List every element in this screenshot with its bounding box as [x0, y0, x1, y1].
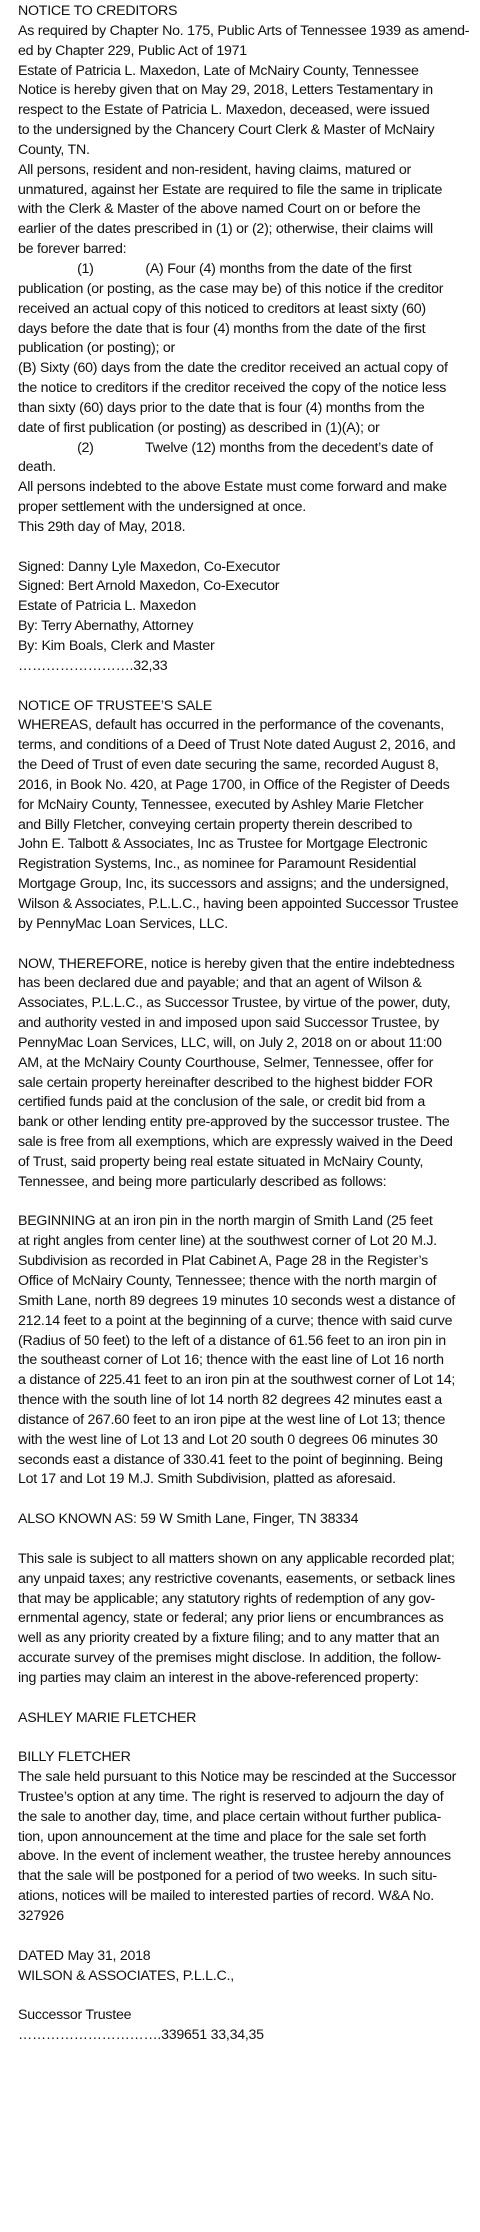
text-line: WILSON & ASSOCIATES, P.L.L.C.,: [18, 1967, 234, 1984]
trustee-sale-party-ashley: ASHLEY MARIE FLETCHER: [18, 1709, 197, 1726]
text-line: WHEREAS, default has occurred in the performance of the covenants,: [18, 717, 444, 734]
trustee-sale-rescind-terms: [18, 1768, 462, 1927]
text-line: the notice to creditors if the creditor received the copy of the notice less: [18, 380, 447, 397]
text-line: By: Kim Boals, Clerk and Master: [18, 638, 215, 654]
text-line: AM, at the McNairy County Courthouse, Selmer, Tennessee, offer for: [18, 1054, 434, 1071]
text-line: By: Terry Abernathy, Attorney: [18, 618, 194, 635]
text-line: accurate survey of the premises might disclose. In addition, the follow-: [18, 1650, 441, 1667]
text-line: ernmental agency, state or federal; any prior liens or encumbrances as: [18, 1610, 444, 1627]
notice-to-creditors-signatures: [18, 558, 462, 677]
text-line: BEGINNING at an iron pin in the north margin of Smith Land (25 feet: [18, 1213, 433, 1230]
notice-to-creditors-body: [18, 2, 470, 538]
text-line: All persons, resident and non-resident, having claims, matured or: [18, 161, 412, 178]
spacer: [18, 1927, 462, 1947]
text-line: has been declared due and payable; and that an agent of Wilson &: [18, 975, 422, 992]
text-line: NOW, THEREFORE, notice is hereby given that the entire indebtedness: [18, 955, 455, 972]
text-line: Signed: Danny Lyle Maxedon, Co-Executor: [18, 558, 280, 575]
text-line: and authority vested in and imposed upon said Successor Trustee, by: [18, 1015, 439, 1032]
text-line: days before the date that is four (4) months from the date of the first: [18, 320, 426, 337]
text-line: Lot 17 and Lot 19 M.J. Smith Subdivision, platted as aforesaid.: [18, 1471, 396, 1488]
text-line: ………………………….339651 33,34,35: [18, 2027, 264, 2044]
text-line: John E. Talbott & Associates, Inc as Trustee for Mortgage Electronic: [18, 836, 428, 853]
text-line: Registration Systems, Inc., as nominee for Paramount Residential: [18, 856, 416, 873]
text-line: As required by Chapter No. 175, Public Arts of Tennessee 1939 as amend-: [18, 22, 470, 39]
text-line: date of first publication (or posting) as described in (1)(A); or: [18, 419, 380, 436]
text-line: PennyMac Loan Services, LLC, will, on July 2, 2018 on or about 11:00: [18, 1034, 442, 1051]
text-line: Estate of Patricia L. Maxedon, Late of McNairy County, Tennessee: [18, 62, 419, 79]
text-line: This sale is subject to all matters shown on any applicable recorded plat;: [18, 1550, 455, 1567]
text-line: Mortgage Group, Inc, its successors and assigns; and the undersigned,: [18, 876, 449, 893]
text-line: a distance of 225.41 feet to an iron pin at the southwest corner of Lot 14;: [18, 1372, 456, 1389]
text-line: certified funds paid at the conclusion of the sale, or credit bid from a: [18, 1094, 426, 1111]
text-line: death.: [18, 459, 56, 476]
trustee-sale-property-description: [18, 1212, 462, 1490]
text-line: publication (or posting, as the case may be) of this notice if the creditor: [18, 280, 444, 297]
text-line: at right angles from center line) at the southwest corner of Lot 20 M.J.: [18, 1233, 437, 1250]
text-line: above. In the event of inclement weather, the trustee hereby announces: [18, 1848, 451, 1865]
text-line: sale certain property hereinafter described to the highest bidder FOR: [18, 1074, 433, 1091]
spacer: [18, 935, 462, 955]
text-line: (B) Sixty (60) days from the date the creditor received an actual copy of: [18, 360, 448, 377]
text-line: with the west line of Lot 13 and Lot 20 south 0 degrees 06 minutes 30: [18, 1431, 438, 1448]
trustee-sale-dated: [18, 1947, 462, 1987]
text-line: (1) (A) Four (4) months from the date of the first: [18, 260, 412, 277]
text-line: that may be applicable; any statutory rights of redemption of any gov-: [18, 1590, 436, 1607]
text-line: bank or other lending entity pre-approved by the successor trustee. The: [18, 1114, 450, 1131]
text-line: that the sale will be postponed for a period of two weeks. In such situ-: [18, 1868, 437, 1885]
text-line: respect to the Estate of Patricia L. Maxedon, deceased, were issued: [18, 102, 430, 119]
text-line: the sale to another day, time, and place certain without further publica-: [18, 1808, 442, 1825]
text-line: received an actual copy of this noticed to creditors at least sixty (60): [18, 300, 426, 317]
text-line: the southeast corner of Lot 16; thence with the east line of Lot 16 north: [18, 1352, 444, 1369]
spacer: [18, 1530, 462, 1550]
text-line: Estate of Patricia L. Maxedon: [18, 598, 197, 615]
text-line: than sixty (60) days prior to the date that is four (4) months from the: [18, 399, 425, 416]
text-line: unmatured, against her Estate are required to file the same in triplicate: [18, 181, 443, 198]
trustee-sale-successor-trustee: [18, 2006, 462, 2046]
text-line: NOTICE TO CREDITORS: [18, 3, 178, 19]
trustee-sale-subject-to: [18, 1550, 462, 1689]
spacer: [18, 1728, 462, 1748]
text-line: DATED May 31, 2018: [18, 1947, 151, 1964]
text-line: Wilson & Associates, P.L.L.C., having been appointed Successor Trustee: [18, 895, 459, 912]
text-line: 212.14 feet to a point at the beginning of a curve; thence with said curve: [18, 1312, 453, 1329]
text-line: be forever barred:: [18, 241, 127, 258]
text-line: of Trust, said property being real estate situated in McNairy County,: [18, 1153, 424, 1170]
text-line: …………………….32,33: [18, 657, 168, 674]
text-line: Subdivision as recorded in Plat Cabinet A, Page 28 in the Register’s: [18, 1253, 428, 1270]
text-line: the Deed of Trust of even date securing the same, recorded August 8,: [18, 757, 439, 774]
spacer: [18, 1193, 462, 1213]
trustee-sale-party-billy: BILLY FLETCHER: [18, 1749, 131, 1766]
text-line: with the Clerk & Master of the above named Court on or before the: [18, 201, 421, 218]
text-line: ed by Chapter 229, Public Act of 1971: [18, 42, 247, 59]
text-line: NOTICE OF TRUSTEE’S SALE: [18, 697, 212, 714]
spacer: [18, 1689, 462, 1709]
text-line: distance of 267.60 feet to an iron pipe at the west line of Lot 13; thence: [18, 1411, 446, 1428]
text-line: All persons indebted to the above Estate must come forward and make: [18, 479, 447, 496]
spacer: [18, 538, 462, 558]
text-line: any unpaid taxes; any restrictive covenants, easements, or setback lines: [18, 1570, 456, 1587]
text-line: (Radius of 50 feet) to the left of a distance of 61.56 feet to an iron pin in: [18, 1332, 446, 1349]
text-line: Notice is hereby given that on May 29, 2018, Letters Testamentary in: [18, 82, 433, 99]
text-line: thence with the south line of lot 14 north 82 degrees 42 minutes east a: [18, 1392, 442, 1409]
text-line: sale is free from all exemptions, which are expressly waived in the Deed: [18, 1134, 453, 1151]
spacer: [18, 1490, 462, 1510]
text-line: earlier of the dates prescribed in (1) or (2); otherwise, their claims will: [18, 221, 433, 238]
spacer: [18, 677, 462, 697]
text-line: 327926: [18, 1908, 64, 1924]
text-line: to the undersigned by the Chancery Court Clerk & Master of McNairy: [18, 122, 435, 139]
text-line: well as any priority created by a fixture filing; and to any matter that an: [18, 1630, 440, 1647]
text-line: ing parties may claim an interest in the above-referenced property:: [18, 1669, 419, 1686]
trustee-sale-also-known-as: ALSO KNOWN AS: 59 W Smith Lane, Finger, TN 38334: [18, 1511, 359, 1528]
text-line: The sale held pursuant to this Notice may be rescinded at the Successor: [18, 1769, 457, 1786]
text-line: publication (or posting); or: [18, 340, 176, 357]
text-line: for McNairy County, Tennessee, executed by Ashley Marie Fletcher: [18, 796, 424, 813]
text-line: by PennyMac Loan Services, LLC.: [18, 915, 228, 932]
text-line: Associates, P.L.L.C., as Successor Trustee, by virtue of the power, duty,: [18, 995, 451, 1012]
text-line: and Billy Fletcher, conveying certain property therein described to: [18, 816, 413, 833]
text-line: Office of McNairy County, Tennessee; thence with the north margin of: [18, 1273, 437, 1289]
text-line: Successor Trustee: [18, 2007, 132, 2024]
text-line: tion, upon announcement at the time and place for the sale set forth: [18, 1828, 427, 1845]
spacer: [18, 1986, 462, 2006]
text-line: Trustee’s option at any time. The right is reserved to adjourn the day of: [18, 1788, 444, 1805]
text-line: ations, notices will be mailed to interested parties of record. W&A No.: [18, 1888, 434, 1905]
text-line: seconds east a distance of 330.41 feet to the point of beginning. Being: [18, 1451, 443, 1468]
trustee-sale-now-therefore: [18, 955, 462, 1193]
text-line: (2) Twelve (12) months from the decedent’s date of: [18, 439, 433, 456]
text-line: terms, and conditions of a Deed of Trust Note dated August 2, 2016, and: [18, 737, 456, 754]
text-line: County, TN.: [18, 141, 90, 158]
text-line: 2016, in Book No. 420, at Page 1700, in Office of the Register of Deeds: [18, 776, 450, 793]
text-line: Smith Lane, north 89 degrees 19 minutes 10 seconds west a distance of: [18, 1292, 456, 1309]
trustee-sale-whereas: [18, 697, 462, 935]
text-line: proper settlement with the undersigned at once.: [18, 499, 306, 516]
text-line: Signed: Bert Arnold Maxedon, Co-Executor: [18, 578, 280, 595]
text-line: This 29th day of May, 2018.: [18, 518, 186, 535]
text-line: Tennessee, and being more particularly described as follows:: [18, 1173, 387, 1190]
